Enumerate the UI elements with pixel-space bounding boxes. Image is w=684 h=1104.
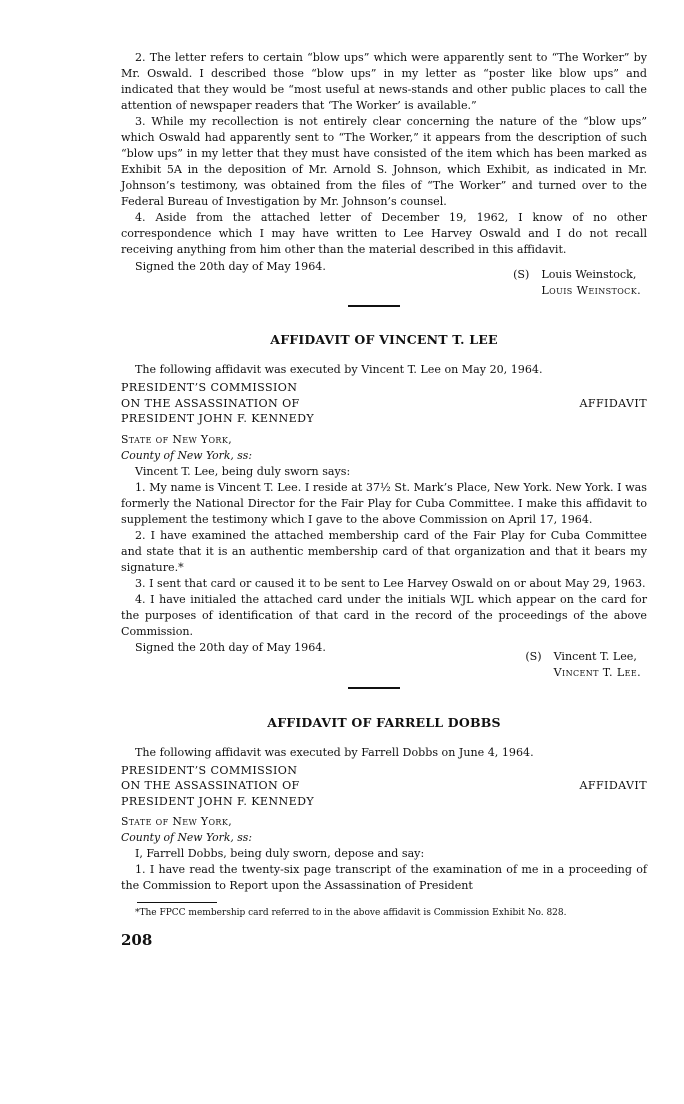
lee-affidavit — [121, 332, 647, 681]
affidavit-intro: The following affidavit was executed by Farrell Dobbs on June 4, 1964. — [135, 745, 534, 759]
signature-name: Louis Weinstock, — [541, 268, 637, 281]
document-page — [121, 50, 647, 949]
venue-state: State of New York, — [121, 432, 233, 446]
sworn-statement: I, Farrell Dobbs, being duly sworn, depose and say: — [135, 847, 425, 860]
paragraph: 2. I have examined the attached membership card of the Fair Play for Cuba Committee and state that it is an authentic membership card of that organization and that it bears my signature.* — [121, 528, 647, 574]
caption-line: PRESIDENT’S COMMISSION — [121, 763, 298, 777]
paragraph: 3. While my recollection is not entirely clear concerning the nature of the “blow ups” which Oswald had apparently sent to “The Worker,” it appears from the description of such “blow ups” in my letter that they must have consisted of the item which has been marked as Exhibit 5A in the deposition of Mr. Arnold S. Johnson, which Exhibit, as indicated in Mr. Johnson’s testimony, was obtained from the files of “The Worker” and turned over to the Federal Bureau of Investigation by Mr. Johnson’s counsel. — [121, 115, 647, 208]
caption-line: PRESIDENT JOHN F. KENNEDY — [121, 412, 315, 425]
case-caption — [121, 763, 647, 810]
caption-line: PRESIDENT’S COMMISSION — [121, 381, 298, 394]
signed-date: Signed the 20th day of May 1964. — [135, 260, 326, 273]
footnote-rule — [137, 902, 217, 903]
signature-name-caps: Louis Weinstock. — [541, 284, 641, 297]
sworn-statement: Vincent T. Lee, being duly sworn says: — [135, 464, 351, 478]
footnote: *The FPCC membership card referred to in the above affidavit is Commission Exhibit No. 828. — [135, 908, 567, 918]
signature-name: Vincent T. Lee, — [553, 649, 637, 663]
signature-mark: (S) — [513, 268, 530, 281]
signature-name-caps: Vincent T. Lee. — [553, 665, 641, 679]
caption-line: PRESIDENT JOHN F. KENNEDY — [121, 794, 315, 808]
section-divider — [348, 305, 400, 307]
paragraph: 3. I sent that card or caused it to be sent to Lee Harvey Oswald on or about May 29, 1963. — [135, 576, 646, 590]
weinstock-affidavit-continuation — [121, 50, 647, 299]
paragraph: 1. I have read the twenty-six page transcript of the examination of me in a proceeding of the Commission to Report upon the Assassination of President — [121, 863, 647, 892]
section-divider — [348, 687, 400, 689]
paragraph: 1. My name is Vincent T. Lee. I reside at 37½ St. Mark’s Place, New York. New York. I was formerly the National Director for the Fair Play for Cuba Committee. I make this affidavit to supplement the testimony which I gave to the above Commission on April 17, 1964. — [121, 480, 647, 526]
dobbs-affidavit — [121, 715, 647, 895]
caption-affidavit-label: AFFIDAVIT — [579, 779, 647, 792]
affidavit-title: AFFIDAVIT OF FARRELL DOBBS — [267, 714, 501, 730]
paragraph: 4. I have initialed the attached card under the initials WJL which appear on the card for the purposes of identification of that card in the record of the proceedings of the above Commission. — [121, 592, 647, 638]
venue-county: County of New York, ss: — [121, 831, 252, 844]
caption-line: ON THE ASSASSINATION OF — [121, 779, 300, 792]
venue-state: State of New York, — [121, 815, 233, 828]
signature-mark: (S) — [525, 649, 542, 663]
page-number: 208 — [121, 931, 153, 949]
signed-date: Signed the 20th day of May 1964. — [135, 640, 326, 654]
case-caption — [121, 380, 647, 427]
affidavit-title: AFFIDAVIT OF VINCENT T. LEE — [270, 332, 498, 347]
caption-line: ON THE ASSASSINATION OF — [121, 396, 300, 410]
paragraph: 2. The letter refers to certain “blow ups” which were apparently sent to “The Worker” by Mr. Oswald. I described those “blow ups” in my letter as “poster like blow ups” and indicated that they would be “most useful at news-stands and other public places to call the attention of newspaper readers that ‘The Worker’ is available.” — [121, 51, 647, 112]
venue-county: County of New York, ss: — [121, 448, 252, 462]
affidavit-intro: The following affidavit was executed by Vincent T. Lee on May 20, 1964. — [135, 363, 543, 376]
paragraph: 4. Aside from the attached letter of December 19, 1962, I know of no other correspondence which I may have written to Lee Harvey Oswald and I do not recall receiving anything from him other than the material described in this affidavit. — [121, 211, 647, 256]
caption-affidavit-label: AFFIDAVIT — [579, 396, 647, 410]
